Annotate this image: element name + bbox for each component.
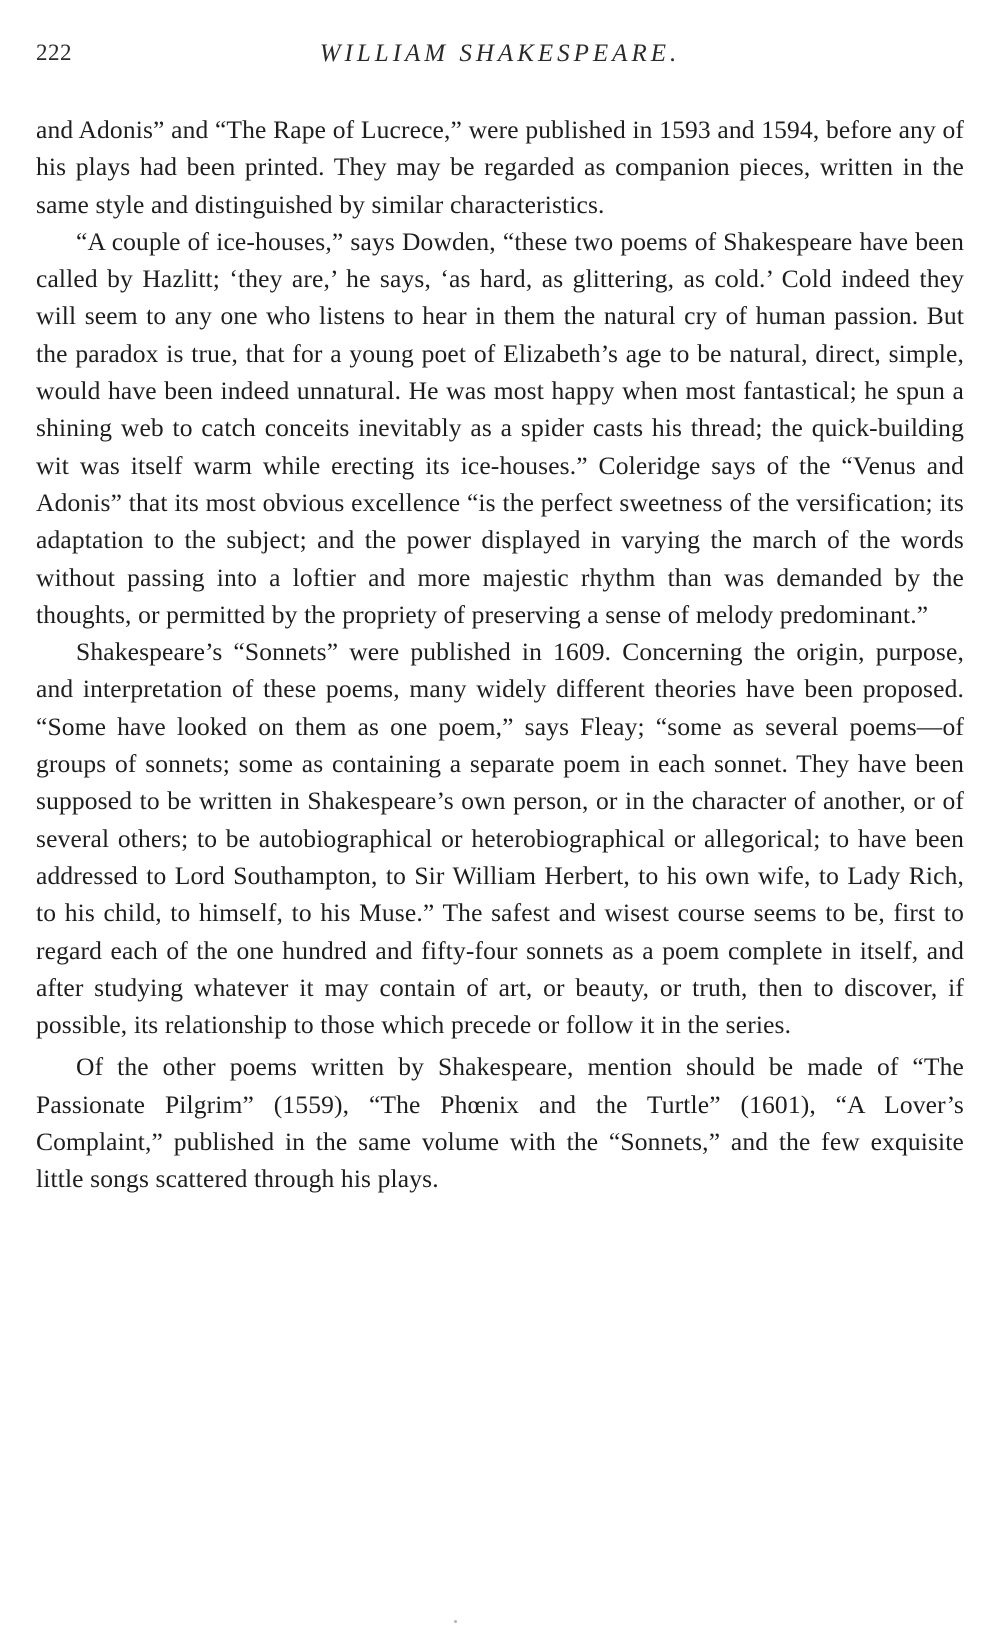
- paragraph-3: Shakespeare’s “Sonnets” were published in 1609. Concerning the origin, purpose, and interpretation of these poems, many widely different theories have been proposed. “Some have looked on them as one poem,” says Fleay; “some as several poems—of groups of sonnets; some as containing a separate poem in each sonnet. They have been supposed to be written in Shakespeare’s own person, or in the character of another, or of several others; to be autobiographical or heterobiographical or allegorical; to have been addressed to Lord Southampton, to Sir William Herbert, to his own wife, to Lady Rich, to his child, to himself, to his Muse.” The safest and wisest course seems to be, first to regard each of the one hundred and fifty-four sonnets as a poem complete in itself, and after studying whatever it may contain of art, or beauty, or truth, then to discover, if possible, its relationship to those which precede or follow it in the series.: [36, 637, 964, 1040]
- body-text: [36, 111, 964, 1198]
- running-head: [36, 40, 964, 80]
- paragraph-1: and Adonis” and “The Rape of Lucrece,” were published in 1593 and 1594, before any of his plays had been printed. They may be regarded as companion pieces, written in the same style and distinguished by similar characteristics.: [36, 115, 964, 219]
- print-speck: [454, 1620, 457, 1623]
- running-title: WILLIAM SHAKESPEARE.: [319, 40, 681, 67]
- paragraph-4: Of the other poems written by Shakespeare, mention should be made of “The Passionate Pilgrim” (1559), “The Phœnix and the Turtle” (1601), “A Lover’s Complaint,” published in the same volume with the “Sonnets,” and the few exquisite little songs scattered through his plays.: [36, 1052, 964, 1194]
- paragraph-2: “A couple of ice-houses,” says Dowden, “these two poems of Shakespeare have been called by Hazlitt; ‘they are,’ he says, ‘as hard, as glittering, as cold.’ Cold indeed they will seem to any one who listens to hear in them the natural cry of human passion. But the paradox is true, that for a young poet of Elizabeth’s age to be natural, direct, simple, would have been indeed unnatural. He was most happy when most fantastical; he spun a shining web to catch conceits inevitably as a spider casts his thread; the quick-building wit was itself warm while erecting its ice-houses.” Coleridge says of the “Venus and Adonis” that its most obvious excellence “is the perfect sweetness of the versification; its adaptation to the subject; and the power displayed in varying the march of the words without passing into a loftier and more majestic rhythm than was demanded by the thoughts, or permitted by the propriety of preserving a sense of melody predominant.”: [36, 226, 964, 629]
- page-number: 222: [36, 40, 72, 65]
